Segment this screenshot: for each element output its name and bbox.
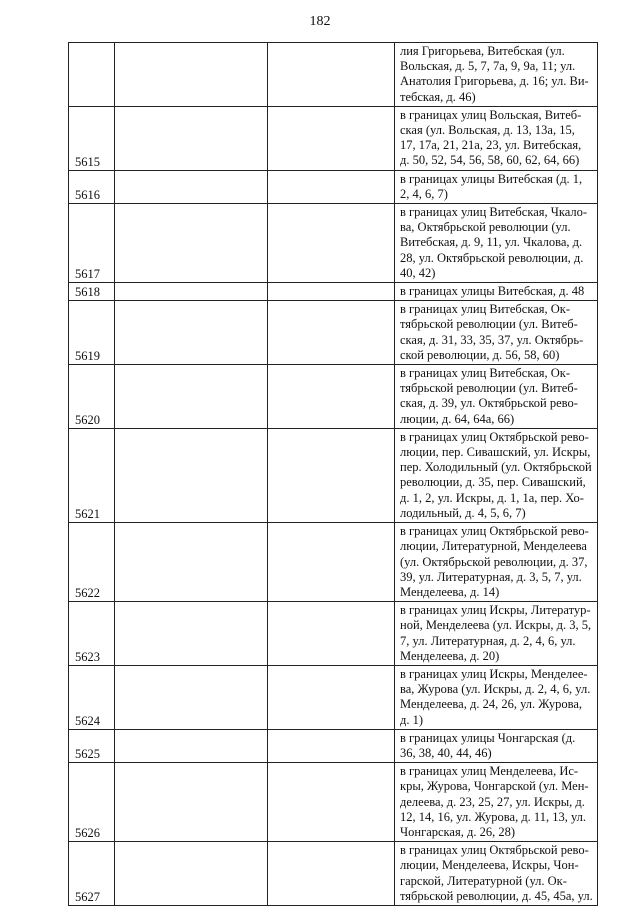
table-row bbox=[69, 283, 598, 301]
table-row bbox=[69, 43, 598, 107]
empty-cell bbox=[268, 523, 395, 602]
district-boundary-cell bbox=[395, 665, 598, 729]
empty-cell bbox=[268, 665, 395, 729]
empty-cell bbox=[268, 283, 395, 301]
polling-district-table bbox=[68, 42, 598, 906]
empty-cell bbox=[115, 170, 268, 203]
district-boundary-text: в границах улиц Витебская, Ок- тябрьской революции (ул. Витеб- ская, д. 39, ул. Октябрьской рево- люции, д. 64, 64а, 66) bbox=[400, 366, 578, 426]
district-boundary-text: в границах улиц Вольская, Витеб- ская (ул. Вольская, д. 13, 13а, 15, 17, 17а, 21, 21а, 23, ул. Витебская, д. 50, 52, 54, 56, 58, 60, 62, 64, 66) bbox=[400, 107, 582, 168]
empty-cell bbox=[268, 729, 395, 762]
district-number-cell: 5626 bbox=[69, 763, 115, 842]
district-boundary-cell bbox=[395, 283, 598, 301]
empty-cell bbox=[115, 301, 268, 365]
empty-cell bbox=[268, 365, 395, 429]
district-number-cell: 5617 bbox=[69, 204, 115, 283]
empty-cell bbox=[268, 301, 395, 365]
empty-cell bbox=[268, 842, 395, 906]
table-row bbox=[69, 204, 598, 283]
table-row bbox=[69, 170, 598, 203]
district-boundary-cell bbox=[395, 842, 598, 906]
empty-cell bbox=[268, 43, 395, 107]
district-number-cell: 5616 bbox=[69, 170, 115, 203]
empty-cell bbox=[115, 365, 268, 429]
table-row bbox=[69, 665, 598, 729]
district-boundary-cell bbox=[395, 428, 598, 522]
district-number-cell: 5624 bbox=[69, 665, 115, 729]
district-number-cell: 5625 bbox=[69, 729, 115, 762]
district-boundary-cell bbox=[395, 365, 598, 429]
district-number-cell: 5623 bbox=[69, 602, 115, 666]
table-row bbox=[69, 428, 598, 522]
empty-cell bbox=[268, 602, 395, 666]
table-row bbox=[69, 365, 598, 429]
district-boundary-text: в границах улиц Искры, Менделее- ва, Журова (ул. Искры, д. 2, 4, 6, ул. Менделеева, д. 24, 26, ул. Журова, д. 1) bbox=[400, 666, 591, 727]
empty-cell bbox=[115, 602, 268, 666]
district-boundary-text: в границах улицы Чонгарская (д. 36, 38, 40, 44, 46) bbox=[400, 730, 576, 760]
district-boundary-cell bbox=[395, 602, 598, 666]
district-boundary-text: в границах улиц Октябрьской рево- люции, Литературной, Менделеева (ул. Октябрьской революции, д. 37, 39, ул. Литературная, д. 3, 5, 7, ул. Менделеева, д. 14) bbox=[400, 524, 589, 599]
empty-cell bbox=[115, 763, 268, 842]
district-boundary-text: в границах улиц Менделеева, Ис- кры, Журова, Чонгарской (ул. Мен- делеева, д. 23, 25, 27, ул. Искры, д. 12, 14, 16, ул. Журова, д. 11, 13, ул. Чонгарская, д. 26, 28) bbox=[400, 764, 589, 839]
empty-cell bbox=[268, 763, 395, 842]
empty-cell bbox=[115, 428, 268, 522]
district-number-cell: 5615 bbox=[69, 106, 115, 170]
district-number-cell bbox=[69, 43, 115, 107]
table-body bbox=[69, 43, 598, 906]
table-row bbox=[69, 729, 598, 762]
empty-cell bbox=[115, 43, 268, 107]
district-number-cell: 5619 bbox=[69, 301, 115, 365]
table-row bbox=[69, 602, 598, 666]
district-boundary-cell bbox=[395, 204, 598, 283]
empty-cell bbox=[115, 204, 268, 283]
district-number-cell: 5622 bbox=[69, 523, 115, 602]
table-row bbox=[69, 842, 598, 906]
district-boundary-text: в границах улицы Витебская (д. 1, 2, 4, 6, 7) bbox=[400, 171, 583, 201]
table-row bbox=[69, 301, 598, 365]
empty-cell bbox=[115, 106, 268, 170]
empty-cell bbox=[268, 204, 395, 283]
district-number-cell: 5618 bbox=[69, 283, 115, 301]
district-boundary-text: в границах улиц Октябрьской рево- люции, Менделеева, Искры, Чон- гарской, Литературной (ул. Ок- тябрьской революции, д. 45, 45а, ул. bbox=[400, 843, 593, 903]
district-boundary-text: в границах улиц Искры, Литератур- ной, Менделеева (ул. Искры, д. 3, 5, 7, ул. Литературная, д. 2, 4, 6, ул. Менделеева, д. 20) bbox=[400, 603, 592, 663]
district-boundary-cell bbox=[395, 43, 598, 107]
empty-cell bbox=[115, 665, 268, 729]
district-number-cell: 5620 bbox=[69, 365, 115, 429]
district-boundary-cell bbox=[395, 106, 598, 170]
empty-cell bbox=[268, 170, 395, 203]
district-boundary-cell bbox=[395, 523, 598, 602]
empty-cell bbox=[268, 106, 395, 170]
page-number: 182 bbox=[309, 14, 331, 29]
district-number-cell: 5621 bbox=[69, 428, 115, 522]
district-boundary-text: в границах улиц Витебская, Ок- тябрьской революции (ул. Витеб- ская, д. 31, 33, 35, 37, ул. Октябрь- ской революции, д. 56, 58, 60) bbox=[400, 302, 584, 362]
district-boundary-cell bbox=[395, 170, 598, 203]
empty-cell bbox=[115, 523, 268, 602]
empty-cell bbox=[115, 283, 268, 301]
table-row bbox=[69, 106, 598, 170]
district-boundary-text: в границах улицы Витебская, д. 48 bbox=[400, 284, 585, 299]
district-boundary-text: лия Григорьева, Витебская (ул. Вольская, д. 5, 7, 7а, 9, 9а, 11; ул. Анатолия Григорьева, д. 16; ул. Ви- тебская, д. 46) bbox=[400, 44, 589, 104]
district-boundary-text: в границах улиц Октябрьской рево- люции, пер. Сивашский, ул. Искры, пер. Холодильный (ул. Октябрьской революции, д. 35, пер. Сивашский, д. 1, 2, ул. Искры, д. 1, 1а, пер. Хо- лодильный, д. 4, 5, 6, 7) bbox=[400, 429, 592, 520]
empty-cell bbox=[115, 842, 268, 906]
district-boundary-text: в границах улиц Витебская, Чкало- ва, Октябрьской революции (ул. Витебская, д. 9, 11, ул. Чкалова, д. 28, ул. Октябрьской революции, д. 40, 42) bbox=[400, 205, 588, 280]
district-boundary-cell bbox=[395, 729, 598, 762]
district-boundary-cell bbox=[395, 301, 598, 365]
district-number-cell: 5627 bbox=[69, 842, 115, 906]
table-row bbox=[69, 523, 598, 602]
table-row bbox=[69, 763, 598, 842]
district-boundary-cell bbox=[395, 763, 598, 842]
empty-cell bbox=[115, 729, 268, 762]
empty-cell bbox=[268, 428, 395, 522]
